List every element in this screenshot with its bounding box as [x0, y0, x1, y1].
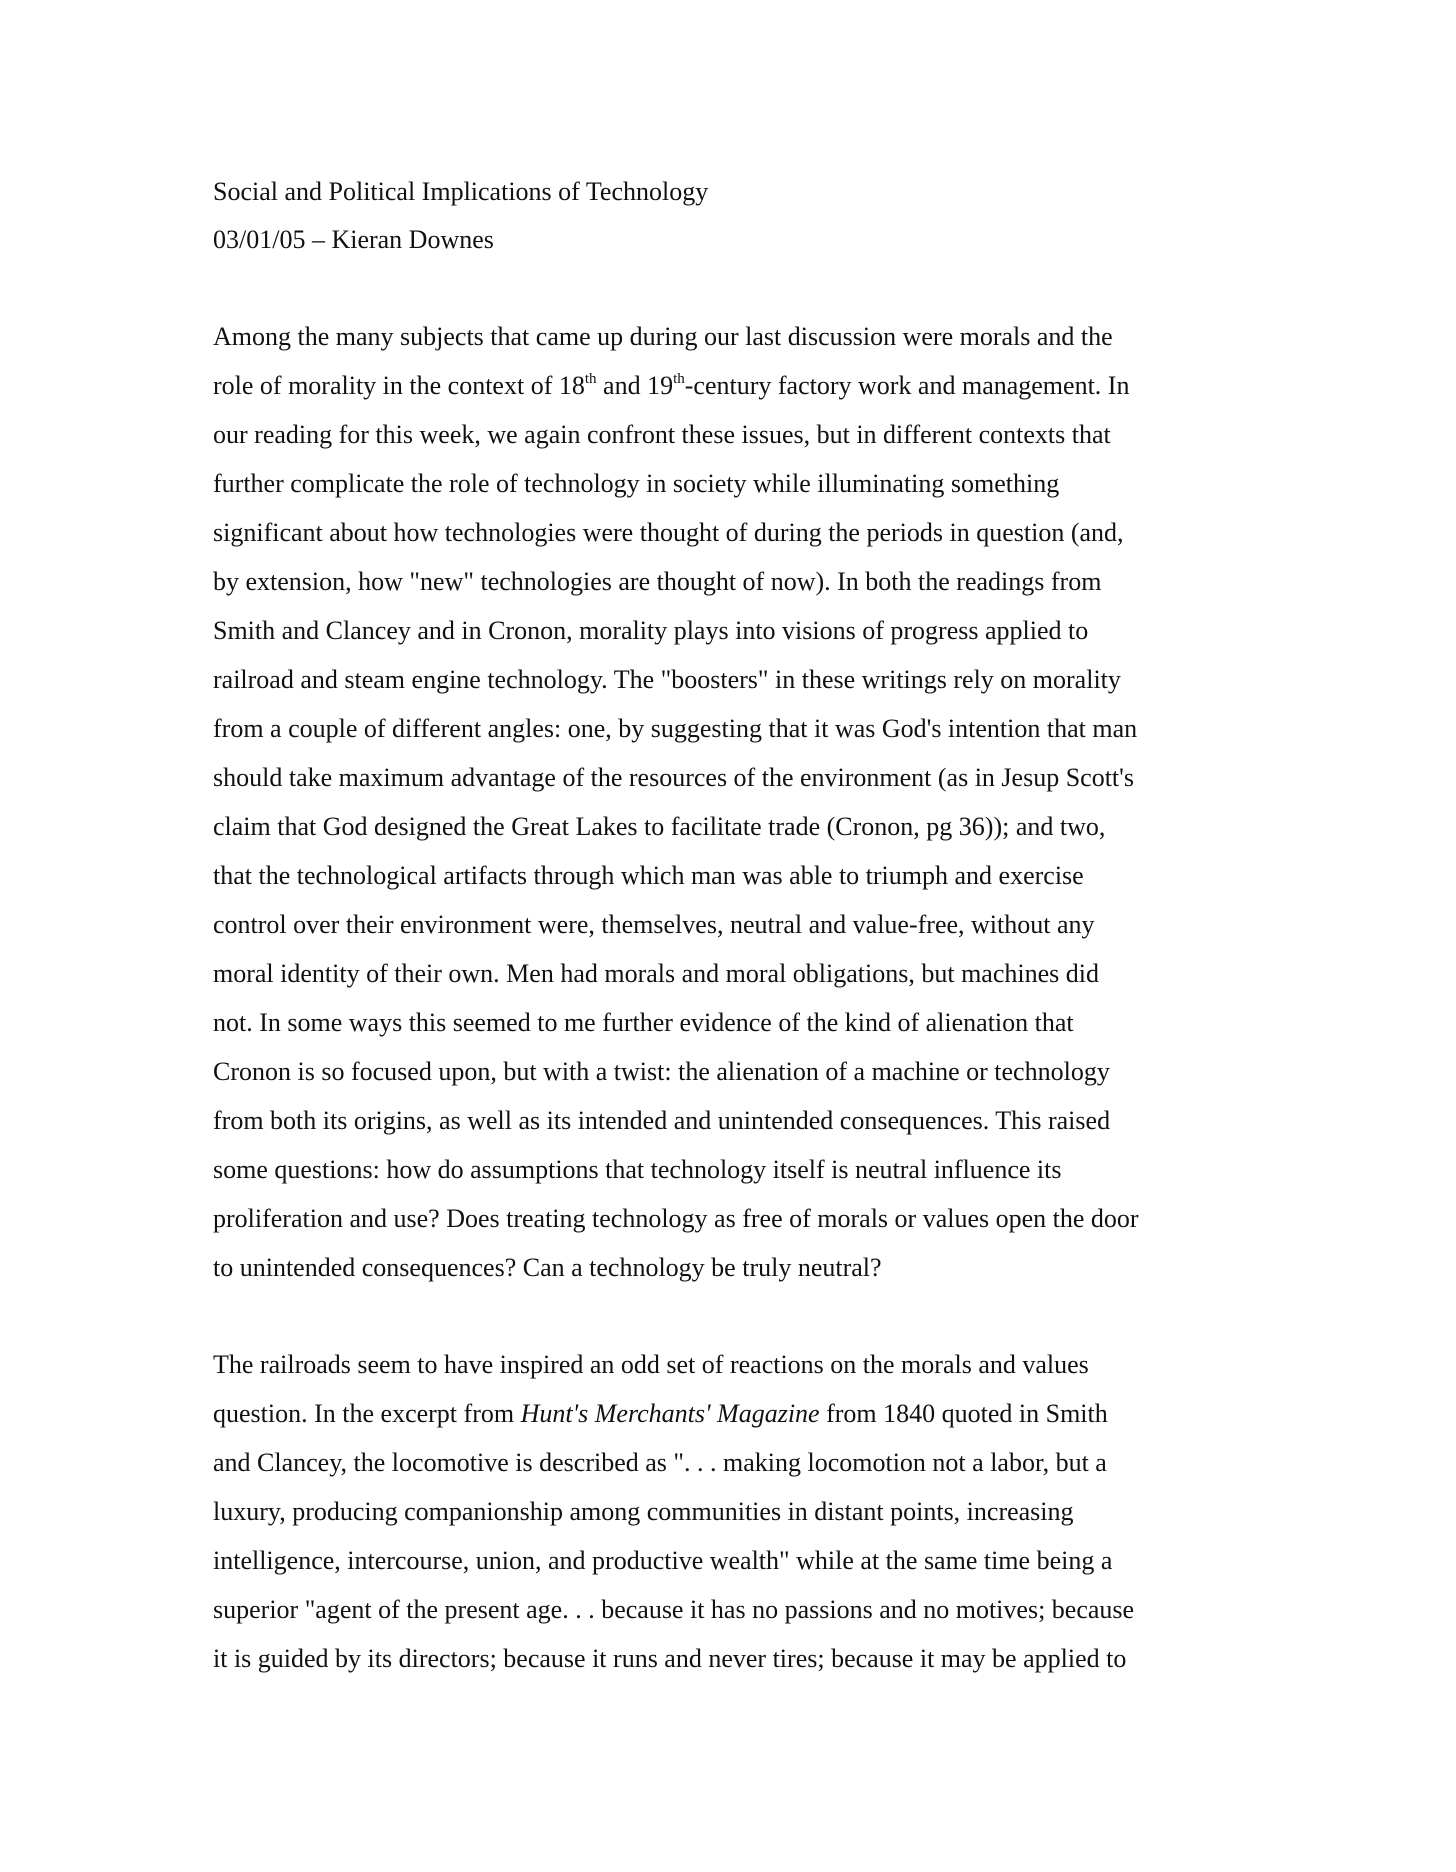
text-line: Among the many subjects that came up during our last discussion were morals and the: [213, 322, 1113, 351]
text-line: proliferation and use? Does treating technology as free of morals or values open the door: [213, 1204, 1139, 1233]
text-line: Cronon is so focused upon, but with a twist: the alienation of a machine or technology: [213, 1057, 1110, 1086]
text-line: superior "agent of the present age. . . because it has no passions and no motives; because: [213, 1595, 1135, 1624]
text-line: luxury, producing companionship among communities in distant points, increasing: [213, 1497, 1074, 1526]
text-line: that the technological artifacts through which man was able to triumph and exercise: [213, 861, 1084, 890]
paragraph-1: [213, 312, 1253, 1292]
text-run: role of morality in the context of 18: [213, 371, 585, 400]
publication-title: Hunt's Merchants' Magazine: [520, 1399, 820, 1428]
text-run: and 19: [596, 371, 674, 400]
text-line: claim that God designed the Great Lakes to facilitate trade (Cronon, pg 36)); and two,: [213, 812, 1106, 841]
text-line: further complicate the role of technology in society while illuminating something: [213, 469, 1060, 498]
text-run: -century factory work and management. In: [684, 371, 1130, 400]
superscript: th: [584, 371, 597, 387]
text-line: Smith and Clancey and in Cronon, morality plays into visions of progress applied to: [213, 616, 1089, 645]
text-line: from both its origins, as well as its intended and unintended consequences. This raised: [213, 1106, 1111, 1135]
text-line: railroad and steam engine technology. The "boosters" in these writings rely on morality: [213, 665, 1121, 694]
document-header: [213, 168, 1253, 264]
date-author-line: 03/01/05 – Kieran Downes: [213, 225, 494, 254]
text-run: from 1840 quoted in Smith: [819, 1399, 1108, 1428]
paragraph-2: [213, 1340, 1253, 1683]
text-line: not. In some ways this seemed to me further evidence of the kind of alienation that: [213, 1008, 1074, 1037]
text-line: some questions: how do assumptions that technology itself is neutral influence its: [213, 1155, 1062, 1184]
text-line: The railroads seem to have inspired an odd set of reactions on the morals and values: [213, 1350, 1089, 1379]
text-line: from a couple of different angles: one, by suggesting that it was God's intention that man: [213, 714, 1138, 743]
text-line: intelligence, intercourse, union, and productive wealth" while at the same time being a: [213, 1546, 1113, 1575]
text-line: control over their environment were, themselves, neutral and value-free, without any: [213, 910, 1095, 939]
text-line: [213, 1389, 1253, 1438]
course-title: Social and Political Implications of Technology: [213, 177, 709, 206]
text-line: our reading for this week, we again confront these issues, but in different contexts that: [213, 420, 1111, 449]
text-line: should take maximum advantage of the resources of the environment (as in Jesup Scott's: [213, 763, 1134, 792]
text-line: to unintended consequences? Can a technology be truly neutral?: [213, 1253, 882, 1282]
text-line: moral identity of their own. Men had morals and moral obligations, but machines did: [213, 959, 1099, 988]
text-line: by extension, how "new" technologies are thought of now). In both the readings from: [213, 567, 1102, 596]
text-line: and Clancey, the locomotive is described as ". . . making locomotion not a labor, but a: [213, 1448, 1107, 1477]
text-run: question. In the excerpt from: [213, 1399, 521, 1428]
document-body: [213, 168, 1253, 1731]
superscript: th: [673, 371, 685, 387]
text-line: significant about how technologies were thought of during the periods in question (and,: [213, 518, 1124, 547]
text-line: it is guided by its directors; because it runs and never tires; because it may be applied to: [213, 1644, 1127, 1673]
text-line: [213, 361, 1253, 410]
